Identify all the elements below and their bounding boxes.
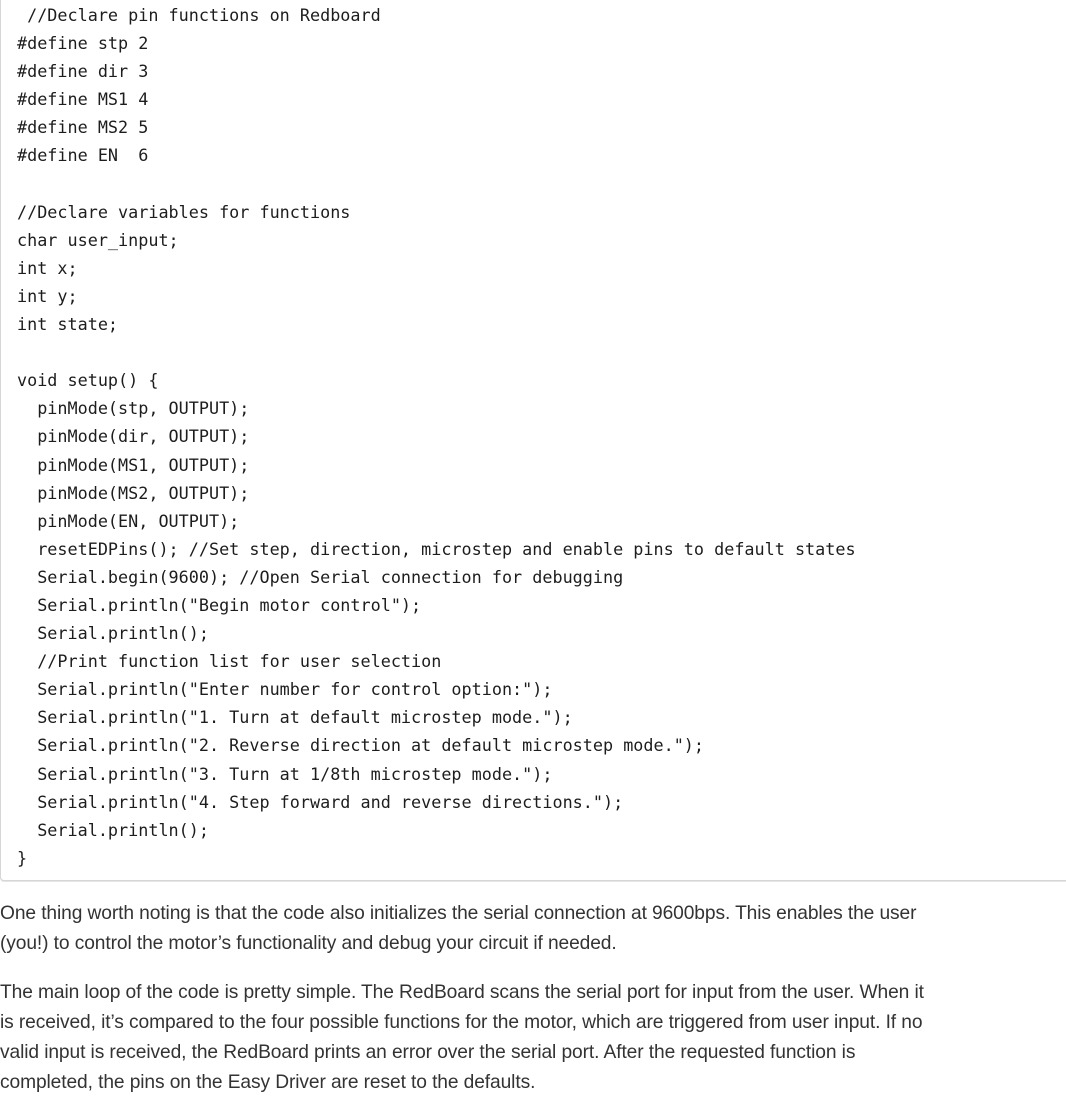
paragraph-line: (you!) to control the motor’s functionality and debug your circuit if needed. (0, 933, 617, 954)
code-line: pinMode(MS2, OUTPUT); (17, 482, 250, 503)
code-line: //Print function list for user selection (17, 651, 442, 672)
code-line: char user_input; (17, 229, 179, 250)
code-line: Serial.println("3. Turn at 1/8th microstep mode."); (17, 763, 553, 784)
code-line: pinMode(EN, OUTPUT); (17, 510, 240, 531)
code-line: pinMode(stp, OUTPUT); (17, 398, 250, 419)
paragraph-line: The main loop of the code is pretty simple. The RedBoard scans the serial port for input from the user. When it (0, 982, 924, 1003)
code-line: } (17, 847, 28, 868)
code-line: #define dir 3 (17, 61, 149, 82)
code-line: Serial.println("1. Turn at default microstep mode."); (17, 707, 573, 728)
code-line: int x; (17, 257, 78, 278)
code-line: Serial.begin(9600); //Open Serial connection for debugging (17, 566, 624, 587)
code-line: #define MS1 4 (17, 89, 149, 110)
code-line (17, 338, 856, 366)
code-line: #define EN 6 (17, 145, 149, 166)
code-line: resetEDPins(); //Set step, direction, microstep and enable pins to default states (17, 538, 856, 559)
code-line: pinMode(MS1, OUTPUT); (17, 454, 250, 475)
code-line: //Declare variables for functions (17, 201, 351, 222)
code-line: Serial.println(); (17, 819, 209, 840)
code-line: int state; (17, 314, 119, 335)
code-line: Serial.println("Enter number for control option:"); (17, 679, 553, 700)
paragraph-serial-note (0, 899, 1066, 959)
code-line: Serial.println("2. Reverse direction at default microstep mode."); (17, 735, 705, 756)
code-line: Serial.println("Begin motor control"); (17, 594, 422, 615)
paragraph-line: valid input is received, the RedBoard prints an error over the serial port. After the requested function is (0, 1042, 856, 1063)
code-line: //Declare pin functions on Redboard (17, 5, 381, 25)
code-line: int y; (17, 285, 78, 306)
code-line (17, 170, 856, 198)
code-listing (17, 1, 856, 872)
code-line: Serial.println(); (17, 623, 209, 644)
code-line: #define MS2 5 (17, 117, 149, 138)
paragraph-line: One thing worth noting is that the code also initializes the serial connection at 9600bps. This enables the user (0, 903, 917, 924)
paragraph-line: is received, it’s compared to the four possible functions for the motor, which are triggered from user input. If no (0, 1012, 923, 1033)
code-line: void setup() { (17, 370, 159, 391)
code-line: #define stp 2 (17, 33, 149, 54)
paragraph-main-loop (0, 978, 1066, 1098)
paragraph-line: completed, the pins on the Easy Driver are reset to the defaults. (0, 1072, 536, 1093)
code-line: Serial.println("4. Step forward and reverse directions."); (17, 791, 624, 812)
code-line: pinMode(dir, OUTPUT); (17, 426, 250, 447)
